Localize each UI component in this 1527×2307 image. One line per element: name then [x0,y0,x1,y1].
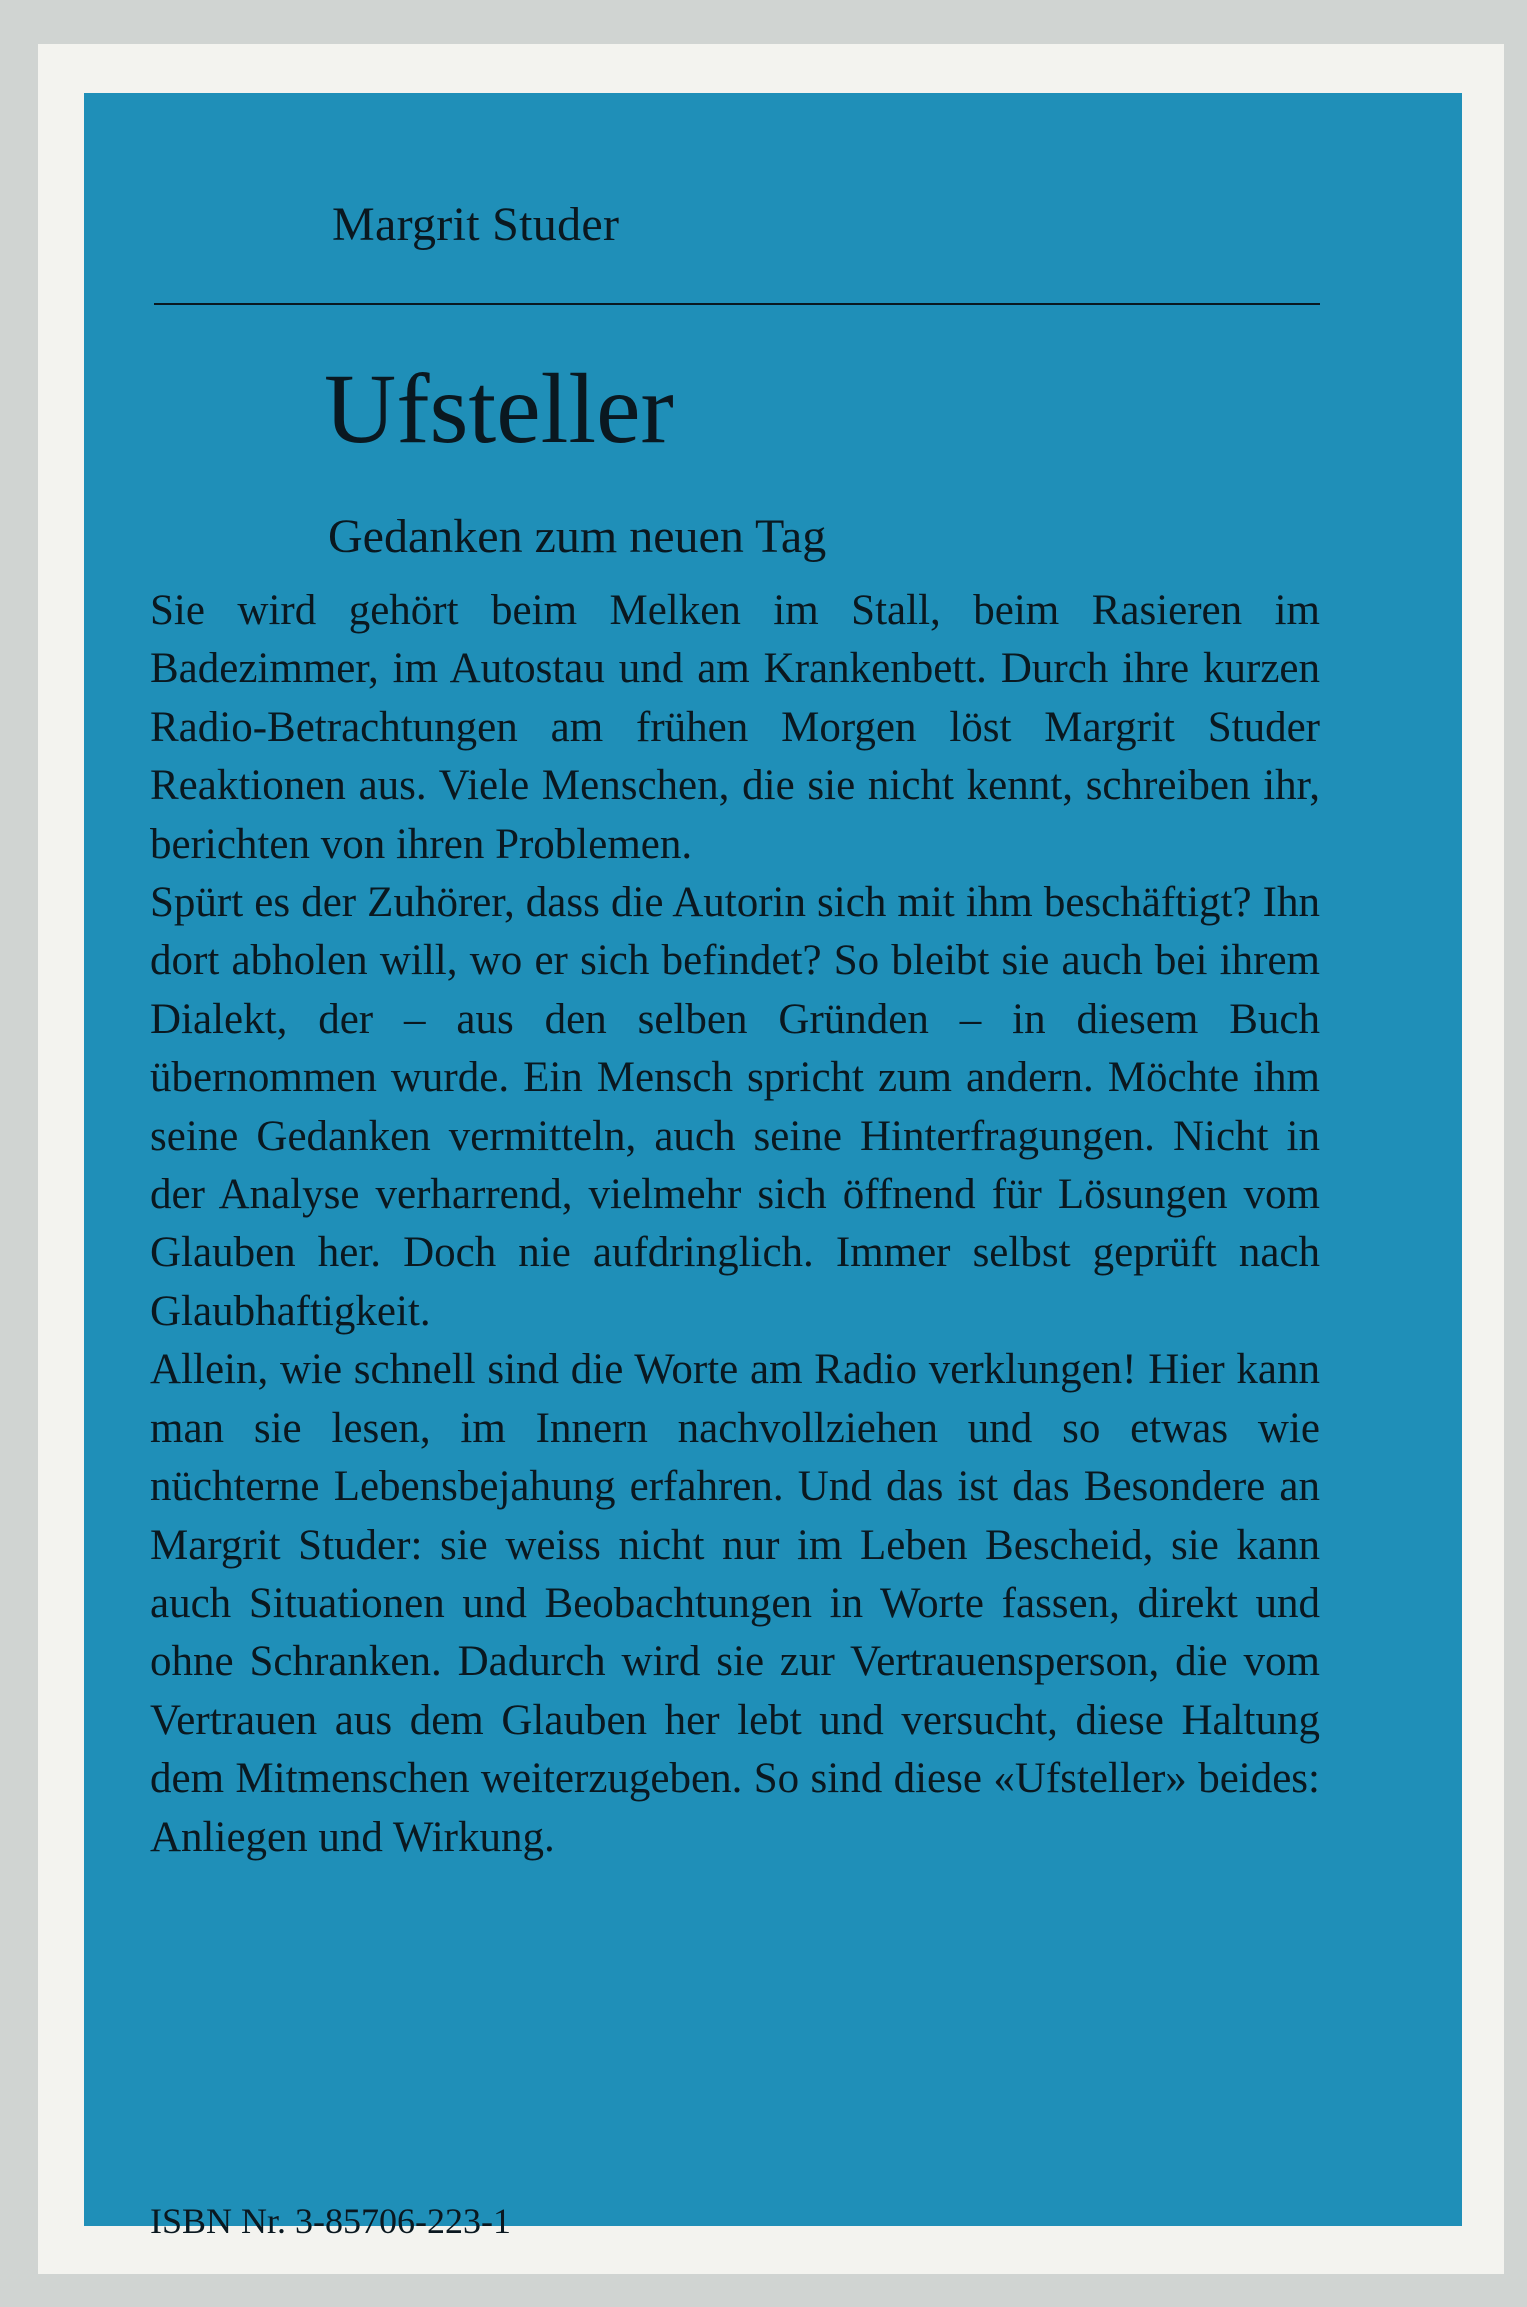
blurb-paragraph-2: Spürt es der Zuhörer, dass die Autorin sich mit ihm beschäftigt? Ihn dort abholen will, wo er sich befindet? So bleibt sie auch bei ihrem Dialekt, der – aus den selben Gründen – in diesem Buch übernommen wurde. Ein Mensch spricht zum andern. Möchte ihm seine Gedanken vermitteln, auch seine Hinterfragungen. Nicht in der Analyse verharrend, vielmehr sich öffnend für Lösungen vom Glauben her. Doch nie aufdringlich. Immer selbst geprüft nach Glaubhaftigkeit. [150,879,1320,1335]
isbn-number: ISBN Nr. 3-85706-223-1 [150,2201,511,2241]
divider-line [154,303,1320,305]
cover-panel [84,93,1462,2241]
blurb-text [150,582,1320,1867]
book-back-cover [38,44,1504,2274]
blurb-paragraph-3: Allein, wie schnell sind die Worte am Radio verklungen! Hier kann man sie lesen, im Innern nachvollziehen und so etwas wie nüchterne Lebensbejahung erfahren. Und das ist das Besondere an Margrit Studer: sie weiss nicht nur im Leben Bescheid, sie kann auch Situationen und Beobachtungen in Worte fassen, direkt und ohne Schranken. Dadurch wird sie zur Vertrauensperson, die vom Vertrauen aus dem Glauben her lebt und versucht, diese Haltung dem Mitmenschen weiterzugeben. So sind diese «Ufsteller» beides: Anliegen und Wirkung. [150,1346,1320,1861]
author-name: Margrit Studer [332,198,620,251]
book-subtitle: Gedanken zum neuen Tag [328,510,827,563]
book-title: Ufsteller [324,353,674,464]
blurb-paragraph-1: Sie wird gehört beim Melken im Stall, beim Rasieren im Badezimmer, im Autostau und am Krankenbett. Durch ihre kurzen Radio-Betrachtungen am frühen Morgen löst Margrit Studer Reaktionen aus. Viele Menschen, die sie nicht kennt, schreiben ihr, berichten von ihren Problemen. [150,587,1320,868]
